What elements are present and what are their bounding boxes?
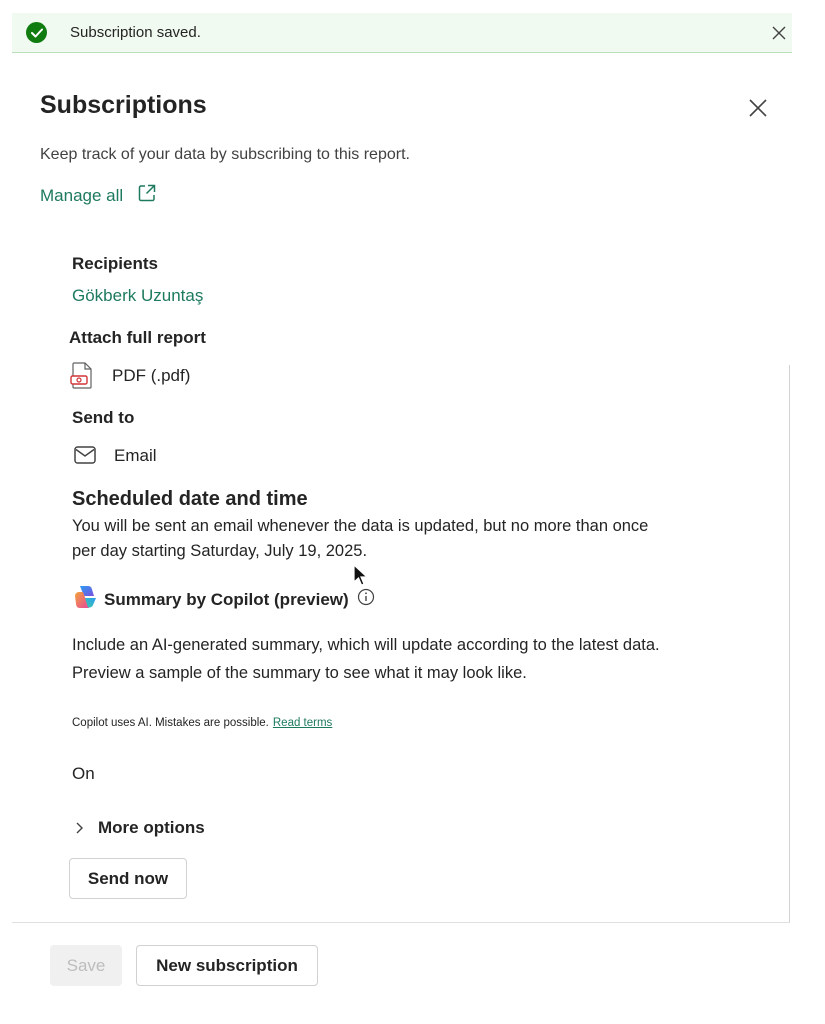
save-button[interactable]: Save <box>50 945 122 986</box>
mail-icon <box>74 446 96 469</box>
more-options-label: More options <box>98 818 205 837</box>
banner-message: Subscription saved. <box>70 24 201 41</box>
panel-subtitle: Keep track of your data by subscribing to this report. <box>40 146 410 163</box>
close-panel-icon[interactable] <box>748 98 768 118</box>
send-to-channel: Email <box>114 446 157 465</box>
attach-report-label: Attach full report <box>69 328 206 347</box>
content-divider-bottom <box>12 922 790 923</box>
manage-all-link[interactable] <box>40 183 157 208</box>
schedule-description-line1: You will be sent an email whenever the data is updated, but no more than once <box>72 517 649 535</box>
copilot-summary-header <box>71 584 375 615</box>
recipients-label: Recipients <box>72 254 158 273</box>
copilot-state: On <box>72 764 95 783</box>
panel-title: Subscriptions <box>40 91 207 119</box>
send-to-label: Send to <box>72 408 135 427</box>
recipient-name[interactable]: Gökberk Uzuntaş <box>72 286 204 305</box>
copilot-disclaimer <box>72 717 332 729</box>
copilot-description-line2: Preview a sample of the summary to see what it may look like. <box>72 664 527 682</box>
open-external-icon <box>137 183 157 208</box>
checkmark-icon <box>26 22 47 43</box>
new-subscription-button[interactable]: New subscription <box>136 945 318 986</box>
read-terms-link[interactable]: Read terms <box>272 717 333 729</box>
attachment-format: PDF (.pdf) <box>112 366 191 385</box>
banner-close-icon[interactable] <box>770 24 788 42</box>
manage-all-label: Manage all <box>40 185 124 205</box>
send-now-button[interactable]: Send now <box>69 858 187 899</box>
copilot-summary-label: Summary by Copilot (preview) <box>104 589 349 609</box>
schedule-heading: Scheduled date and time <box>72 488 308 510</box>
copilot-icon <box>71 584 98 615</box>
pdf-file-icon <box>70 362 94 394</box>
success-banner <box>12 13 792 53</box>
schedule-description-line2: per day starting Saturday, July 19, 2025. <box>72 542 368 560</box>
chevron-right-icon <box>74 821 84 835</box>
content-divider-right <box>789 365 790 923</box>
copilot-disclaimer-text: Copilot uses AI. Mistakes are possible. <box>72 717 269 729</box>
mouse-pointer-icon <box>353 564 369 593</box>
more-options-toggle[interactable] <box>74 818 205 838</box>
copilot-description-line1: Include an AI-generated summary, which will update according to the latest data. <box>72 636 660 654</box>
